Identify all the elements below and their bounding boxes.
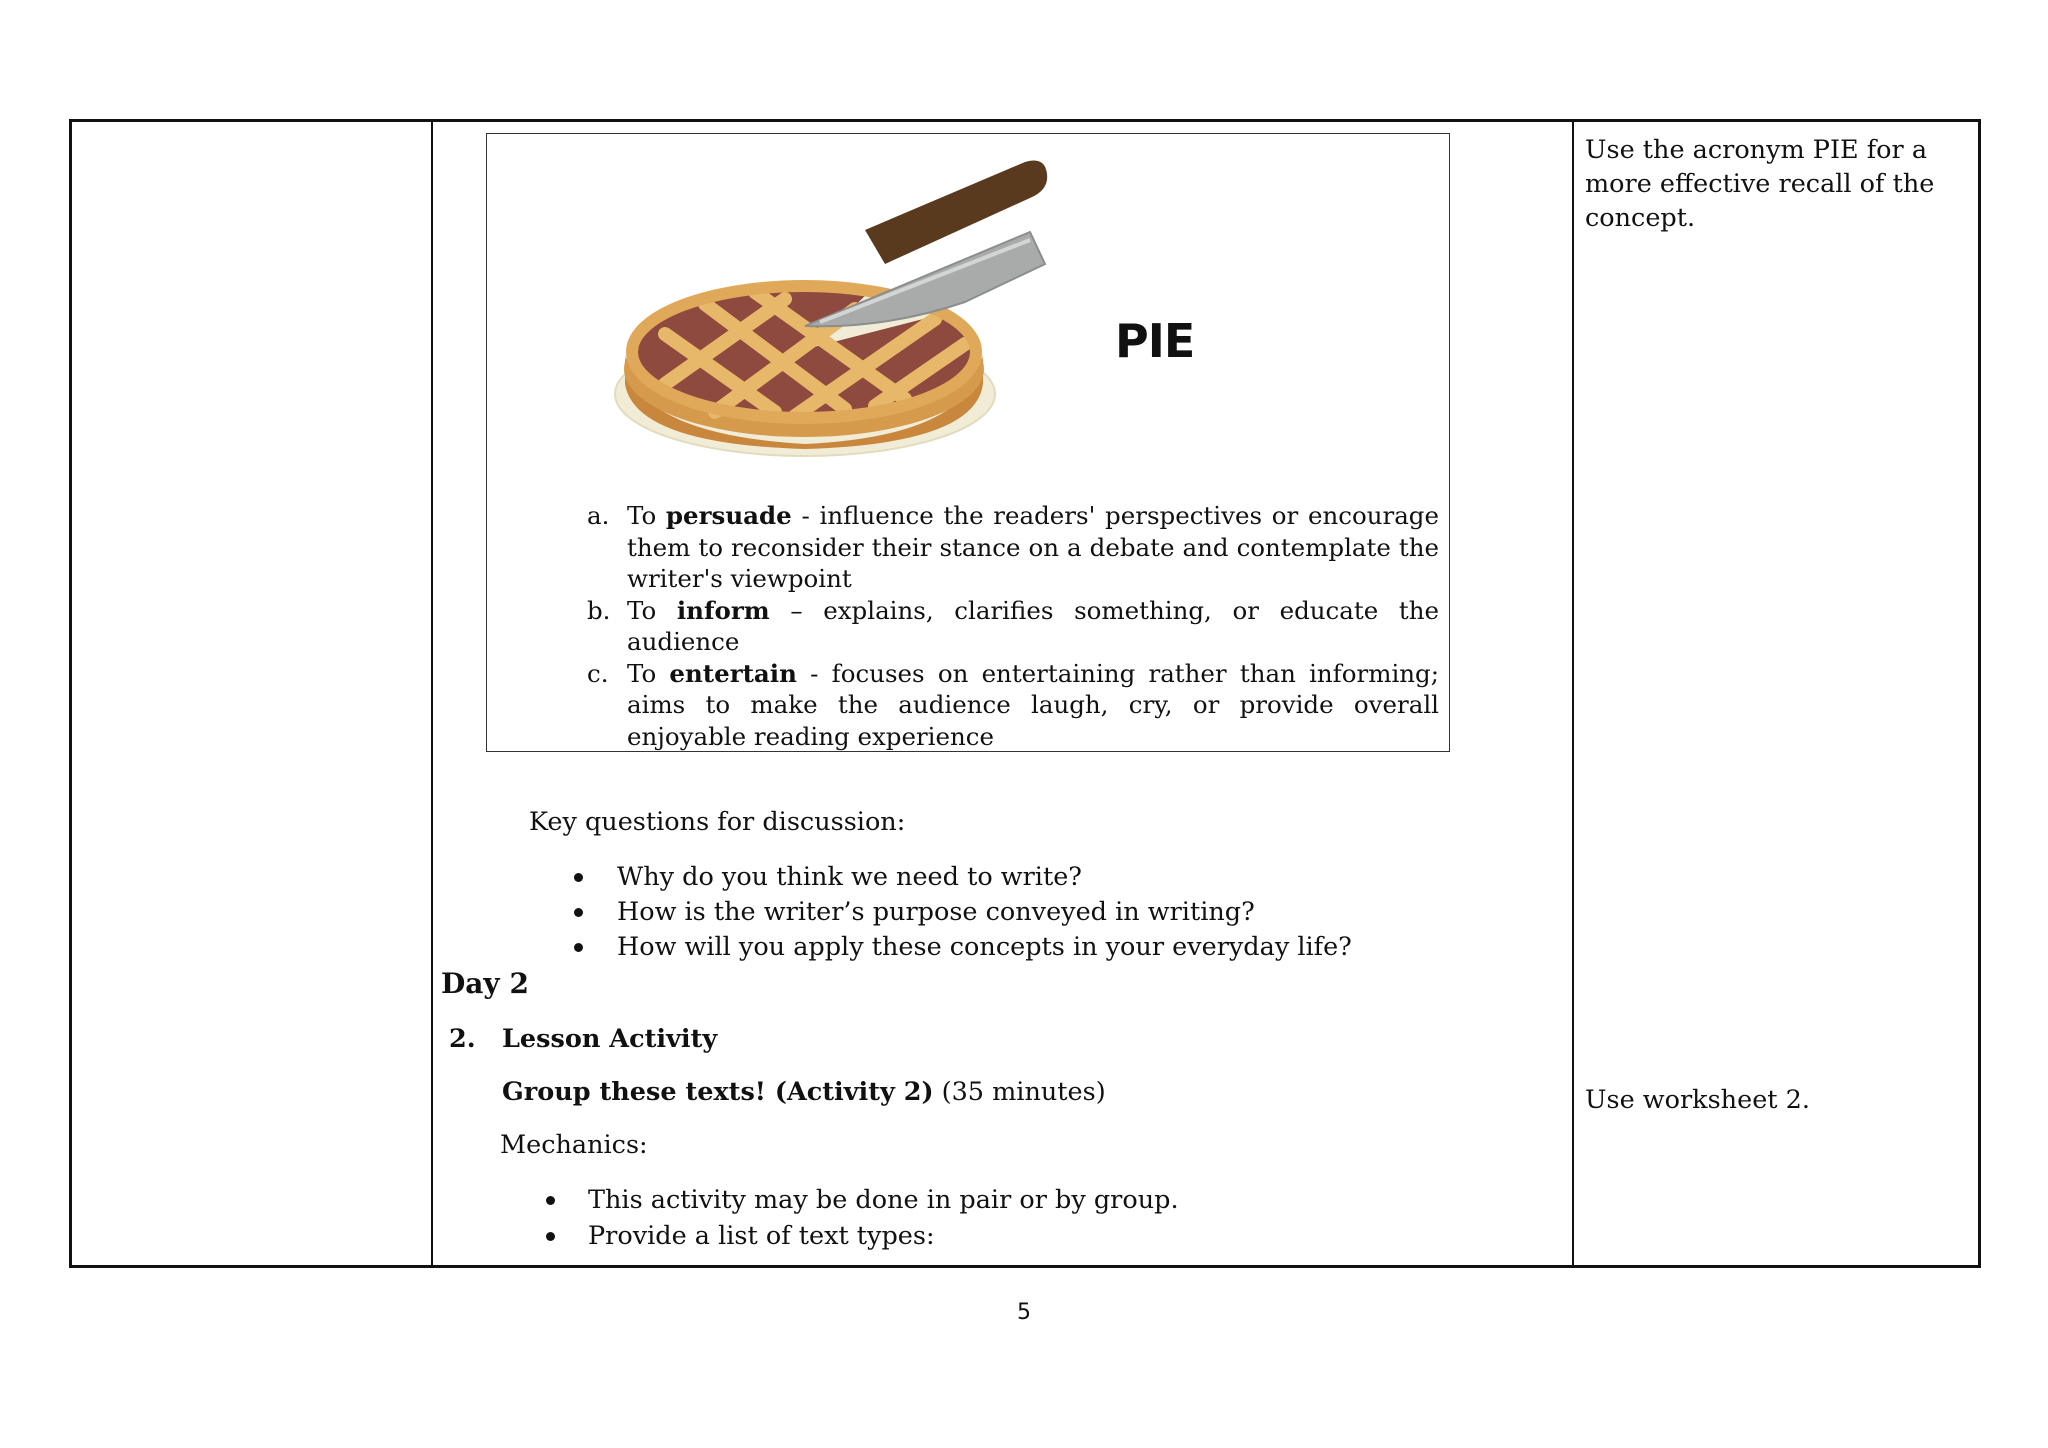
mechanics-item: This activity may be done in pair or by group.: [588, 1185, 1179, 1215]
activity-title: Group these texts! (Activity 2): [502, 1077, 934, 1107]
teacher-note: Use the acronym PIE for a more effective recall of the concept.: [1585, 135, 1935, 233]
pie-figure: [486, 133, 1450, 752]
purpose-lead: To: [627, 501, 666, 530]
list-marker: a.: [587, 501, 610, 530]
purpose-keyword: inform: [676, 595, 770, 625]
section-number: 2.: [449, 1024, 476, 1054]
purpose-keyword: persuade: [665, 501, 792, 530]
bullet-icon: [546, 1232, 555, 1241]
page-number: 5: [1017, 1300, 1031, 1325]
discussion-question: How will you apply these concepts in your everyday life?: [617, 932, 1352, 962]
discussion-heading: Key questions for discussion:: [529, 807, 906, 837]
purpose-item-entertain: [587, 658, 1439, 753]
column-divider: [431, 122, 433, 1265]
purpose-item-persuade: [587, 500, 1439, 595]
bullet-icon: [574, 873, 583, 882]
section-title: Lesson Activity: [502, 1024, 718, 1054]
bullet-icon: [574, 943, 583, 952]
activity-duration: (35 minutes): [933, 1077, 1106, 1107]
pie-with-knife-illustration: [605, 144, 1065, 474]
mechanics-label: Mechanics:: [500, 1130, 648, 1160]
teacher-note: Use worksheet 2.: [1585, 1085, 1810, 1115]
purpose-lead: To: [627, 595, 677, 625]
purpose-list: [587, 500, 1439, 752]
purpose-keyword: entertain: [669, 658, 797, 688]
column-divider: [1572, 122, 1574, 1265]
list-marker: c.: [587, 658, 609, 688]
purpose-description: - focuses on entertaining rather than informing; aims to make the audience laugh, cry, or provide overall enjoyable reading experience: [627, 658, 1439, 751]
day-heading: Day 2: [441, 967, 529, 1000]
purpose-lead: To: [627, 658, 670, 688]
discussion-question: How is the writer’s purpose conveyed in writing?: [617, 897, 1255, 927]
purpose-description: – explains, clarifies something, or educate the audience: [627, 595, 1439, 656]
purpose-description: - influence the readers' perspectives or encourage them to reconsider their stance on a debate and contemplate the writer's viewpoint: [627, 501, 1439, 593]
purpose-item-inform: [587, 595, 1439, 658]
pie-acronym-title: PIE: [1115, 314, 1195, 368]
mechanics-item: Provide a list of text types:: [588, 1221, 935, 1251]
bullet-icon: [574, 908, 583, 917]
activity-line: [502, 1075, 1106, 1109]
discussion-question: Why do you think we need to write?: [617, 862, 1082, 892]
list-marker: b.: [587, 595, 611, 625]
bullet-icon: [546, 1196, 555, 1205]
